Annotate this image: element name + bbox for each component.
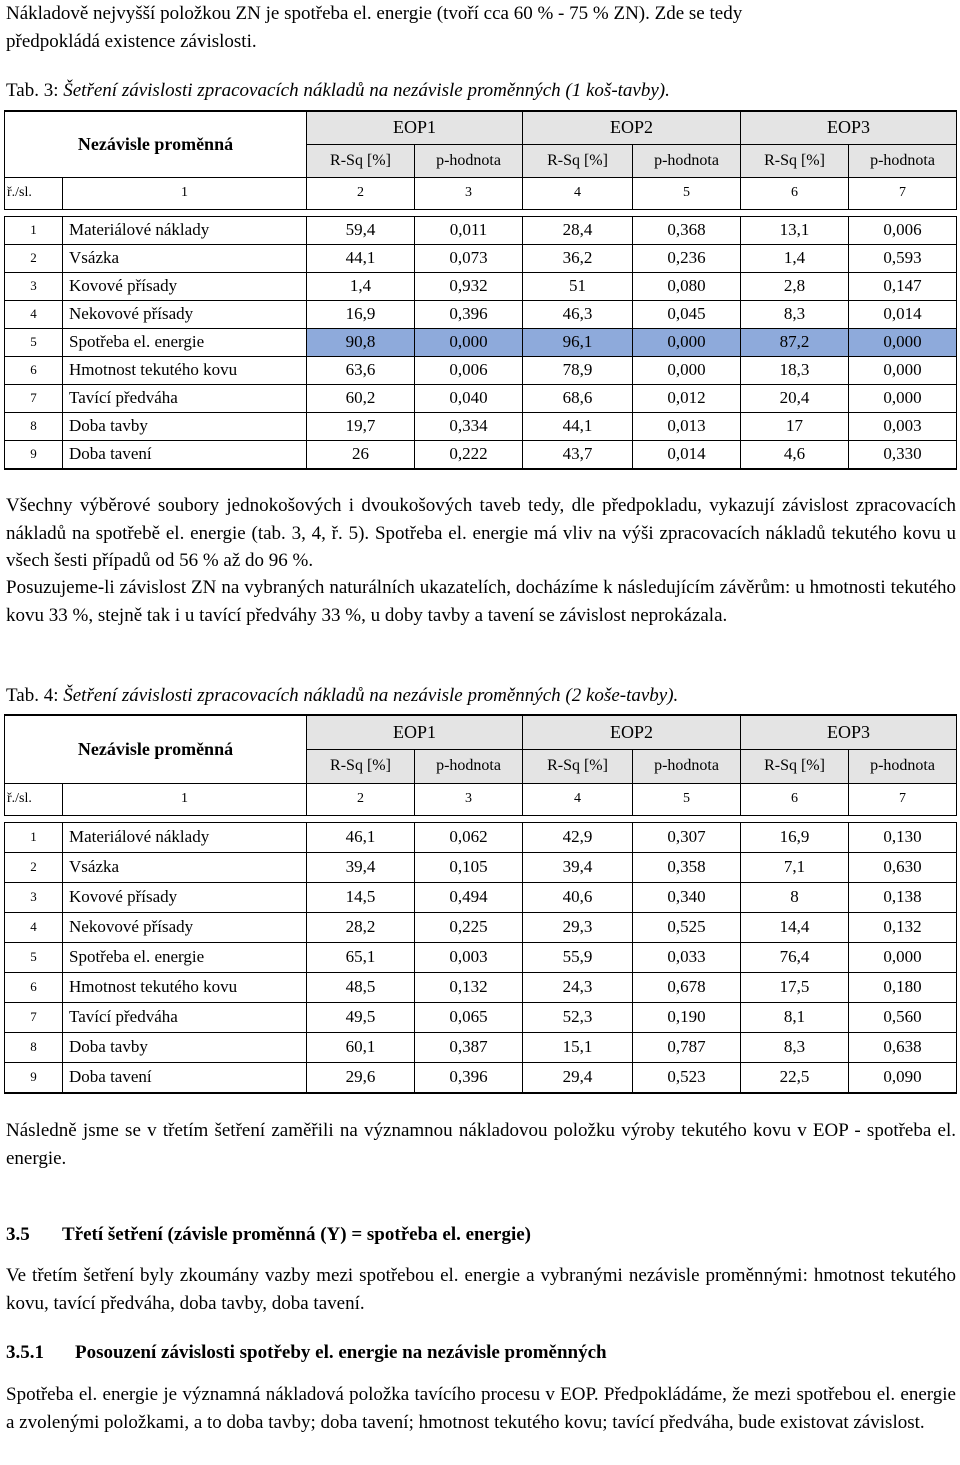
- rsq-value: 51: [523, 272, 633, 300]
- p-value: 0,006: [415, 356, 523, 384]
- table4-indep-header: Nezávisle proměnná: [5, 715, 307, 783]
- table3-caption-label: Tab. 3:: [6, 80, 59, 101]
- row-variable-name: Doba tavení: [63, 440, 307, 469]
- p-value: 0,014: [849, 300, 957, 328]
- table-row: [5, 272, 957, 300]
- p-value: 0,012: [633, 384, 741, 412]
- table-row: [5, 972, 957, 1002]
- rsq-value: 29,4: [523, 1062, 633, 1093]
- rsq-value: 44,1: [523, 412, 633, 440]
- section-title: Třetí šetření (závisle proměnná (Y) = spotřeba el. energie): [62, 1224, 531, 1245]
- row-variable-name: Vsázka: [63, 852, 307, 882]
- rsq-value: 4,6: [741, 440, 849, 469]
- table3-numbering-cell: 3: [415, 177, 523, 209]
- paragraph-third-investigation: Ve třetím šetření byly zkoumány vazby mezi spotřebou el. energie a vybranými nezávisle proměnnými: hmotnost tekutého kovu, tavící předváha, doba tavby, doba tavení.: [6, 1265, 956, 1314]
- table4-subheader: R-Sq [%]: [523, 749, 633, 783]
- table-row: [5, 216, 957, 244]
- p-value: 0,000: [633, 356, 741, 384]
- row-variable-name: Kovové přísady: [63, 882, 307, 912]
- row-number: 7: [5, 1002, 63, 1032]
- table3-numbering-cell: 1: [63, 177, 307, 209]
- table-row: [5, 1062, 957, 1093]
- p-value: 0,000: [633, 328, 741, 356]
- table4-group-eop2: EOP2: [523, 715, 741, 749]
- p-value: 0,000: [415, 328, 523, 356]
- section-number: 3.5.1: [6, 1342, 44, 1363]
- p-value: 0,236: [633, 244, 741, 272]
- section-number: 3.5: [6, 1224, 30, 1245]
- p-value: 0,560: [849, 1002, 957, 1032]
- table4-subheader: R-Sq [%]: [741, 749, 849, 783]
- table3-indep-header: Nezávisle proměnná: [5, 111, 307, 177]
- table4-numbering-cell: 6: [741, 783, 849, 815]
- paragraph-natural-indicators: Posuzujeme-li závislost ZN na vybraných naturálních ukazatelích, docházíme k následujícím závěrům: u hmotnosti tekutého kovu 33 %, stejně tak i u tavící předváhy 33 %, u doby tavby a tavení se závislost neprokázala.: [6, 577, 956, 626]
- rsq-value: 76,4: [741, 942, 849, 972]
- table-row: [5, 244, 957, 272]
- intro-line-2: předpokládá existence závislosti.: [6, 31, 257, 52]
- table3-numbering-cell: 4: [523, 177, 633, 209]
- row-variable-name: Materiálové náklady: [63, 216, 307, 244]
- row-number: 5: [5, 942, 63, 972]
- row-number: 8: [5, 412, 63, 440]
- rsq-value: 28,2: [307, 912, 415, 942]
- table3-subheader: R-Sq [%]: [523, 144, 633, 177]
- table3-caption-text: Šetření závislosti zpracovacích nákladů na nezávisle proměnných (1 koš-tavby).: [63, 80, 670, 101]
- rsq-value: 16,9: [741, 822, 849, 852]
- table-row: [5, 328, 957, 356]
- p-value: 0,630: [849, 852, 957, 882]
- row-variable-name: Hmotnost tekutého kovu: [63, 356, 307, 384]
- table-separator-cell: [633, 815, 741, 822]
- table-separator-cell: [849, 815, 957, 822]
- table4-group-eop3: EOP3: [741, 715, 957, 749]
- table-row: [5, 1002, 957, 1032]
- table4-numbering-cell: 7: [849, 783, 957, 815]
- p-value: 0,080: [633, 272, 741, 300]
- row-number: 4: [5, 300, 63, 328]
- p-value: 0,525: [633, 912, 741, 942]
- table-row: [5, 942, 957, 972]
- p-value: 0,003: [849, 412, 957, 440]
- p-value: 0,138: [849, 882, 957, 912]
- row-number: 9: [5, 440, 63, 469]
- row-number: 4: [5, 912, 63, 942]
- p-value: 0,340: [633, 882, 741, 912]
- table-separator-cell: [307, 815, 415, 822]
- table-separator-cell: [633, 209, 741, 216]
- section-heading-3-5: [6, 1223, 531, 1247]
- table4-numbering-cell: 4: [523, 783, 633, 815]
- p-value: 0,678: [633, 972, 741, 1002]
- p-value: 0,000: [849, 384, 957, 412]
- table3-numbering-cell: 5: [633, 177, 741, 209]
- table-separator-cell: [5, 209, 63, 216]
- table-separator-cell: [523, 815, 633, 822]
- table4-caption-text: Šetření závislosti zpracovacích nákladů na nezávisle proměnných (2 koše-tavby).: [63, 685, 679, 706]
- table4-subheader: p-hodnota: [633, 749, 741, 783]
- table4-numbering-cell: 5: [633, 783, 741, 815]
- p-value: 0,132: [415, 972, 523, 1002]
- rsq-value: 28,4: [523, 216, 633, 244]
- rsq-value: 44,1: [307, 244, 415, 272]
- p-value: 0,014: [633, 440, 741, 469]
- rsq-value: 49,5: [307, 1002, 415, 1032]
- rsq-value: 90,8: [307, 328, 415, 356]
- p-value: 0,132: [849, 912, 957, 942]
- row-variable-name: Kovové přísady: [63, 272, 307, 300]
- rsq-value: 20,4: [741, 384, 849, 412]
- table4-group-eop1: EOP1: [307, 715, 523, 749]
- p-value: 0,523: [633, 1062, 741, 1093]
- table4-subheader: p-hodnota: [415, 749, 523, 783]
- table-separator-cell: [849, 209, 957, 216]
- table3-numbering-cell: ř./sl.: [5, 177, 63, 209]
- table4-caption: [6, 684, 678, 708]
- rsq-value: 29,3: [523, 912, 633, 942]
- p-value: 0,033: [633, 942, 741, 972]
- table-separator-cell: [415, 815, 523, 822]
- row-number: 6: [5, 972, 63, 1002]
- rsq-value: 26: [307, 440, 415, 469]
- row-variable-name: Doba tavení: [63, 1062, 307, 1093]
- row-variable-name: Materiálové náklady: [63, 822, 307, 852]
- table3-subheader: p-hodnota: [849, 144, 957, 177]
- p-value: 0,358: [633, 852, 741, 882]
- row-variable-name: Nekovové přísady: [63, 300, 307, 328]
- rsq-value: 65,1: [307, 942, 415, 972]
- row-variable-name: Nekovové přísady: [63, 912, 307, 942]
- rsq-value: 43,7: [523, 440, 633, 469]
- row-variable-name: Spotřeba el. energie: [63, 942, 307, 972]
- table-separator-cell: [63, 209, 307, 216]
- table-separator-cell: [415, 209, 523, 216]
- table4-numbering-cell: 2: [307, 783, 415, 815]
- p-value: 0,045: [633, 300, 741, 328]
- rsq-value: 59,4: [307, 216, 415, 244]
- p-value: 0,638: [849, 1032, 957, 1062]
- p-value: 0,062: [415, 822, 523, 852]
- rsq-value: 39,4: [307, 852, 415, 882]
- p-value: 0,006: [849, 216, 957, 244]
- row-number: 5: [5, 328, 63, 356]
- p-value: 0,387: [415, 1032, 523, 1062]
- row-variable-name: Tavící předváha: [63, 384, 307, 412]
- p-value: 0,396: [415, 1062, 523, 1093]
- p-value: 0,040: [415, 384, 523, 412]
- p-value: 0,180: [849, 972, 957, 1002]
- table3-numbering-cell: 6: [741, 177, 849, 209]
- rsq-value: 39,4: [523, 852, 633, 882]
- rsq-value: 8,3: [741, 1032, 849, 1062]
- p-value: 0,013: [633, 412, 741, 440]
- table4-subheader: p-hodnota: [849, 749, 957, 783]
- table-row: [5, 384, 957, 412]
- p-value: 0,932: [415, 272, 523, 300]
- table4-numbering-cell: ř./sl.: [5, 783, 63, 815]
- table-separator-cell: [741, 815, 849, 822]
- table4: [4, 714, 957, 1094]
- rsq-value: 8: [741, 882, 849, 912]
- table-separator-cell: [307, 209, 415, 216]
- row-variable-name: Hmotnost tekutého kovu: [63, 972, 307, 1002]
- row-number: 6: [5, 356, 63, 384]
- rsq-value: 14,5: [307, 882, 415, 912]
- rsq-value: 17: [741, 412, 849, 440]
- p-value: 0,334: [415, 412, 523, 440]
- row-number: 8: [5, 1032, 63, 1062]
- table-row: [5, 822, 957, 852]
- p-value: 0,011: [415, 216, 523, 244]
- p-value: 0,000: [849, 942, 957, 972]
- section-title: Posouzení závislosti spotřeby el. energie na nezávisle proměnných: [75, 1342, 607, 1363]
- rsq-value: 46,3: [523, 300, 633, 328]
- table-row: [5, 1032, 957, 1062]
- rsq-value: 46,1: [307, 822, 415, 852]
- row-number: 3: [5, 272, 63, 300]
- rsq-value: 24,3: [523, 972, 633, 1002]
- paragraph-dependency-summary: Všechny výběrové soubory jednokošových i dvoukošových taveb tedy, dle předpokladu, vykazují závislost zpracovacích nákladů na spotřebě el. energie (tab. 3, 4, ř. 5). Spotřeba el. energie má vliv na výši zpracovacích nákladů tekutého kovu u všech šesti případů od 56 % až do 96 %.: [6, 495, 956, 571]
- table-row: [5, 440, 957, 469]
- p-value: 0,190: [633, 1002, 741, 1032]
- p-value: 0,222: [415, 440, 523, 469]
- intro-line-1: Nákladově nejvyšší položkou ZN je spotřeba el. energie (tvoří cca 60 % - 75 % ZN). Zde se tedy: [6, 3, 743, 24]
- p-value: 0,396: [415, 300, 523, 328]
- rsq-value: 63,6: [307, 356, 415, 384]
- rsq-value: 7,1: [741, 852, 849, 882]
- table-separator-cell: [523, 209, 633, 216]
- row-variable-name: Vsázka: [63, 244, 307, 272]
- row-number: 1: [5, 822, 63, 852]
- table-row: [5, 412, 957, 440]
- p-value: 0,073: [415, 244, 523, 272]
- row-number: 9: [5, 1062, 63, 1093]
- rsq-value: 29,6: [307, 1062, 415, 1093]
- rsq-value: 36,2: [523, 244, 633, 272]
- rsq-value: 8,1: [741, 1002, 849, 1032]
- row-number: 7: [5, 384, 63, 412]
- rsq-value: 19,7: [307, 412, 415, 440]
- rsq-value: 87,2: [741, 328, 849, 356]
- p-value: 0,000: [849, 356, 957, 384]
- row-number: 2: [5, 244, 63, 272]
- p-value: 0,130: [849, 822, 957, 852]
- table-separator-cell: [5, 815, 63, 822]
- rsq-value: 60,1: [307, 1032, 415, 1062]
- rsq-value: 42,9: [523, 822, 633, 852]
- table-row: [5, 356, 957, 384]
- table4-caption-label: Tab. 4:: [6, 685, 59, 706]
- rsq-value: 8,3: [741, 300, 849, 328]
- paragraph-energy-consumption: Spotřeba el. energie je významná nákladová položka tavícího procesu v EOP. Předpokládáme, že mezi spotřebou el. energie a zvolenými položkami, a to doba tavby; doba tavení; hmotnost tekutého kovu; tavící předváha, bude existovat závislost.: [6, 1384, 956, 1433]
- rsq-value: 15,1: [523, 1032, 633, 1062]
- table3-subheader: p-hodnota: [415, 144, 523, 177]
- table4-numbering-cell: 3: [415, 783, 523, 815]
- p-value: 0,593: [849, 244, 957, 272]
- rsq-value: 48,5: [307, 972, 415, 1002]
- table4-numbering-cell: 1: [63, 783, 307, 815]
- table3-caption: [6, 79, 670, 103]
- table4-subheader: R-Sq [%]: [307, 749, 415, 783]
- p-value: 0,225: [415, 912, 523, 942]
- section-heading-3-5-1: [6, 1341, 607, 1365]
- row-variable-name: Doba tavby: [63, 412, 307, 440]
- p-value: 0,105: [415, 852, 523, 882]
- table-row: [5, 882, 957, 912]
- table3-subheader: p-hodnota: [633, 144, 741, 177]
- table3-group-eop3: EOP3: [741, 111, 957, 144]
- p-value: 0,494: [415, 882, 523, 912]
- row-number: 1: [5, 216, 63, 244]
- table-row: [5, 852, 957, 882]
- p-value: 0,000: [849, 328, 957, 356]
- rsq-value: 17,5: [741, 972, 849, 1002]
- p-value: 0,065: [415, 1002, 523, 1032]
- rsq-value: 16,9: [307, 300, 415, 328]
- table-row: [5, 912, 957, 942]
- row-variable-name: Spotřeba el. energie: [63, 328, 307, 356]
- p-value: 0,787: [633, 1032, 741, 1062]
- table3-group-eop2: EOP2: [523, 111, 741, 144]
- p-value: 0,003: [415, 942, 523, 972]
- rsq-value: 1,4: [307, 272, 415, 300]
- p-value: 0,368: [633, 216, 741, 244]
- rsq-value: 55,9: [523, 942, 633, 972]
- rsq-value: 68,6: [523, 384, 633, 412]
- rsq-value: 14,4: [741, 912, 849, 942]
- paragraph-third-investigation-intro: Následně jsme se v třetím šetření zaměřili na významnou nákladovou položku výroby tekutého kovu v EOP - spotřeba el. energie.: [6, 1120, 956, 1169]
- row-variable-name: Doba tavby: [63, 1032, 307, 1062]
- table3-numbering-cell: 2: [307, 177, 415, 209]
- p-value: 0,330: [849, 440, 957, 469]
- row-variable-name: Tavící předváha: [63, 1002, 307, 1032]
- table3-numbering-cell: 7: [849, 177, 957, 209]
- table-row: [5, 300, 957, 328]
- table3: [4, 110, 957, 470]
- row-number: 3: [5, 882, 63, 912]
- rsq-value: 96,1: [523, 328, 633, 356]
- table3-group-eop1: EOP1: [307, 111, 523, 144]
- rsq-value: 78,9: [523, 356, 633, 384]
- row-number: 2: [5, 852, 63, 882]
- rsq-value: 52,3: [523, 1002, 633, 1032]
- rsq-value: 1,4: [741, 244, 849, 272]
- rsq-value: 22,5: [741, 1062, 849, 1093]
- rsq-value: 18,3: [741, 356, 849, 384]
- table3-subheader: R-Sq [%]: [741, 144, 849, 177]
- rsq-value: 60,2: [307, 384, 415, 412]
- table-separator-cell: [741, 209, 849, 216]
- p-value: 0,090: [849, 1062, 957, 1093]
- table3-subheader: R-Sq [%]: [307, 144, 415, 177]
- rsq-value: 40,6: [523, 882, 633, 912]
- table-separator-cell: [63, 815, 307, 822]
- rsq-value: 2,8: [741, 272, 849, 300]
- p-value: 0,307: [633, 822, 741, 852]
- p-value: 0,147: [849, 272, 957, 300]
- rsq-value: 13,1: [741, 216, 849, 244]
